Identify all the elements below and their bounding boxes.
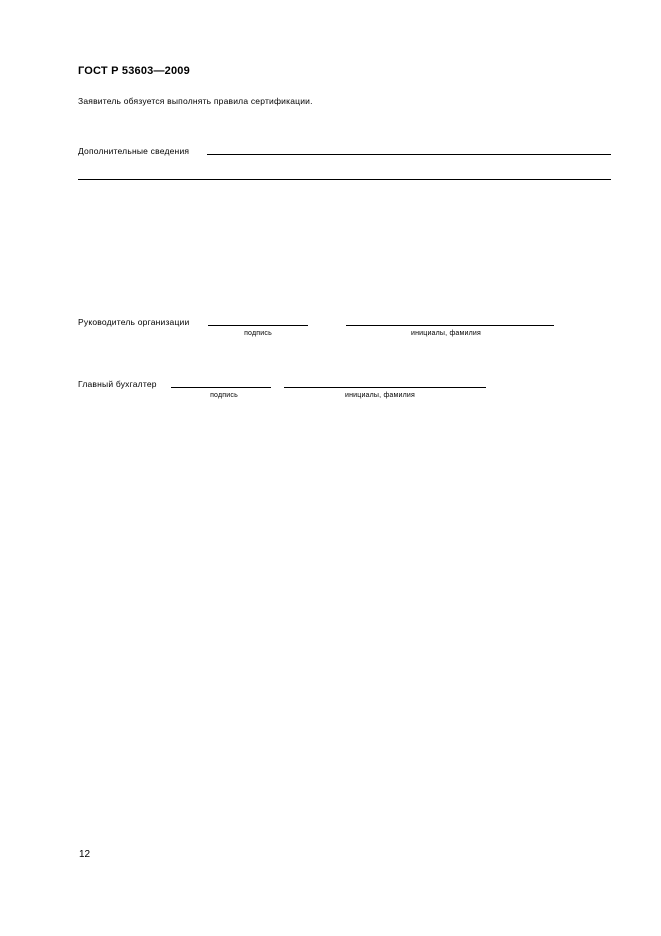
accountant-name-line[interactable]	[284, 387, 486, 388]
document-header-code: ГОСТ Р 53603—2009	[78, 65, 190, 77]
additional-info-label: Дополнительные сведения	[78, 146, 190, 156]
accountant-name-caption: инициалы, фамилия	[344, 392, 416, 399]
chief-accountant-label: Главный бухгалтер	[78, 379, 157, 389]
additional-info-line-1[interactable]	[207, 154, 611, 155]
head-of-organization-label: Руководитель организации	[78, 317, 190, 327]
head-name-caption: инициалы, фамилия	[410, 330, 482, 337]
accountant-signature-line[interactable]	[171, 387, 271, 388]
applicant-statement: Заявитель обязуется выполнять правила сертификации.	[78, 96, 313, 106]
head-name-line[interactable]	[346, 325, 554, 326]
accountant-signature-caption: подпись	[210, 392, 238, 399]
additional-info-line-2[interactable]	[78, 179, 611, 180]
head-signature-caption: подпись	[244, 330, 272, 337]
head-signature-line[interactable]	[208, 325, 308, 326]
page-number: 12	[79, 849, 91, 860]
